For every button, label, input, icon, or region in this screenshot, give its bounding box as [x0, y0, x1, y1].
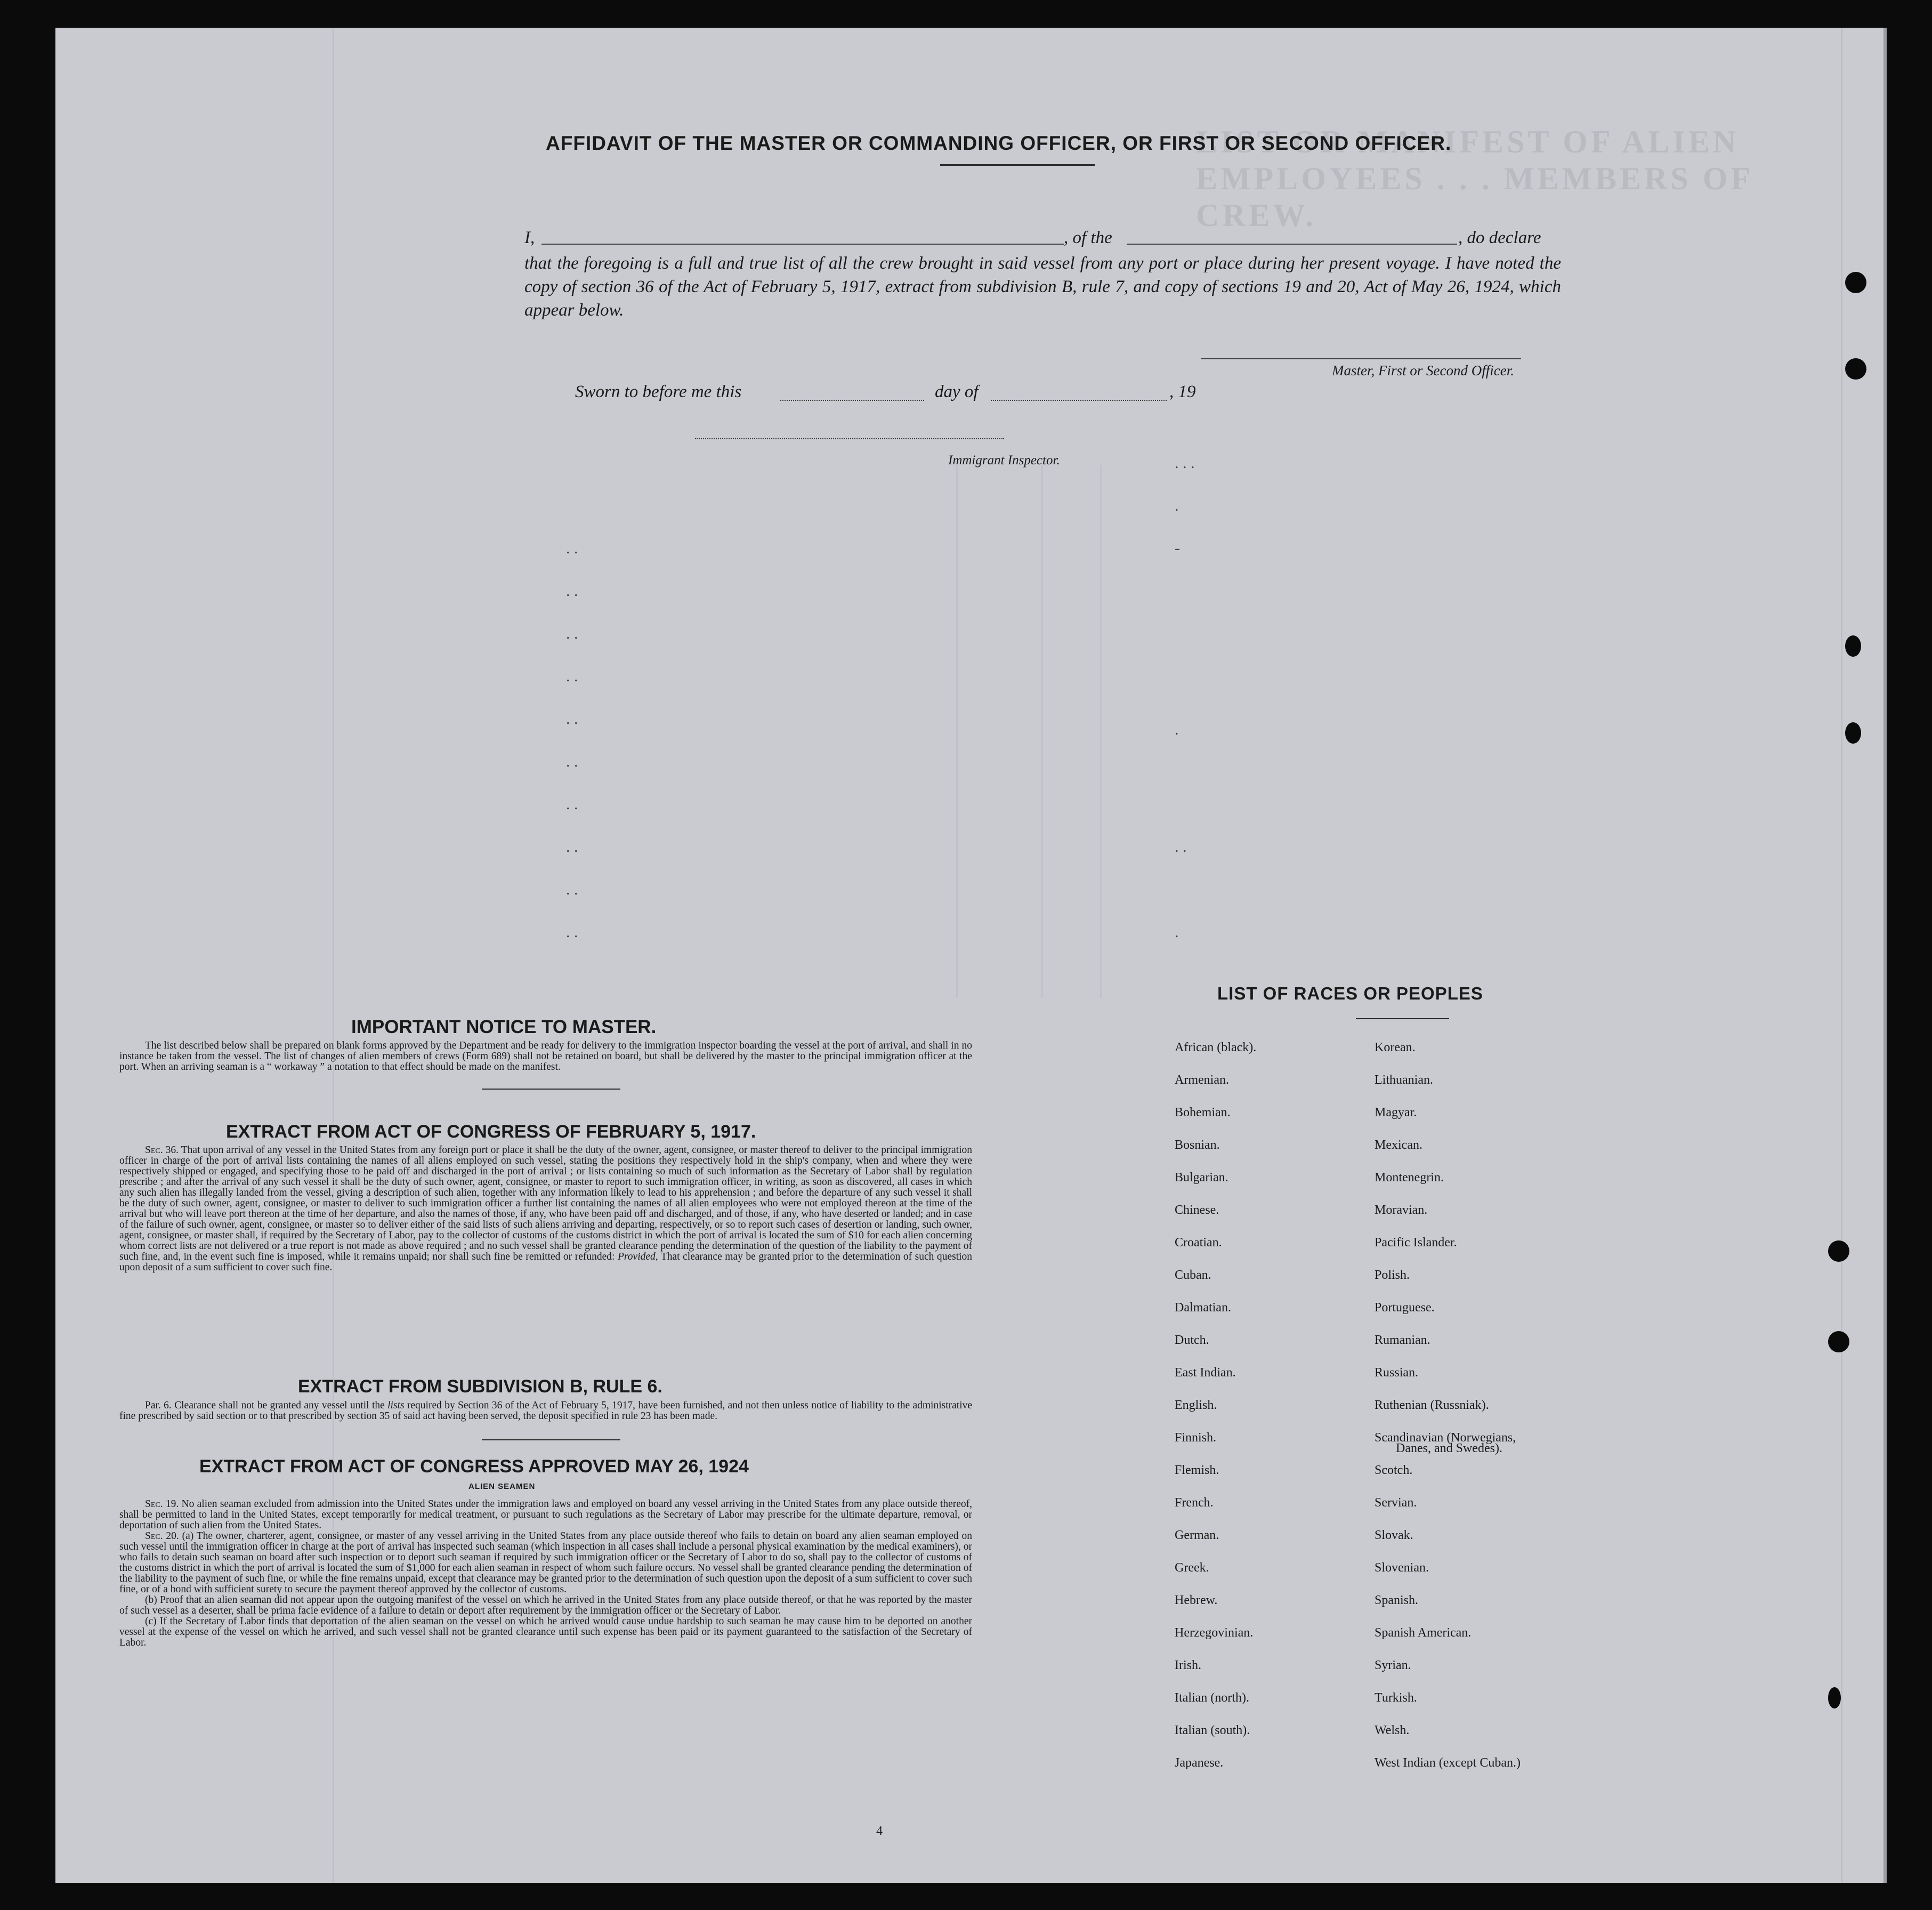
ghost-mark: - — [1175, 539, 1180, 557]
race-item: Slovak. — [1375, 1528, 1413, 1542]
ghost-mark: . . — [566, 795, 578, 813]
race-item: Japanese. — [1175, 1756, 1224, 1770]
ghost-mark: . . — [566, 539, 578, 557]
ghost-column-line — [1041, 465, 1043, 998]
sec-36-text: That upon arrival of any vessel in the United States from any foreign port or place it shall be the duty of the owner, agent, consignee, or master thereof to deliver to the principal immigration officer in charge of the port of arrival lists containing the names of all aliens employed on such vessel, stating the positions they respectively hold in the ship's company, when and where they were respectively shipped or engaged, and specifying those to be paid off and discharged in the port of arrival ; or lists containing so much of such information as the Secretary of Labor shall by regulation prescribe ; and after the arrival of any such vessel it shall be the duty of such owner, agent, consignee, or master to report to such immigration officer, in writing, as soon as discovered, all cases in which any such alien has illegally landed from the vessel, giving a description of such alien, together with any information likely to lead to his apprehension ; and before the departure of any such vessel it shall be the duty of such owner, agent, consignee, or master to deliver to such immigration officer a further list containing the names of all alien employees who were not employed thereon at the time of the arrival but who will leave port thereon at the time of her departure, and also the names of those, if any, who have been paid off and discharged, and of those, if any, who have deserted or landed; and in case of the failure of such owner, agent, consignee, or master so to deliver either of the said lists of such aliens arriving and departing, respectively, or so to report such cases of desertion or landing, such owner, agent, consignee, or master shall, if required by the Secretary of Labor, pay to the collector of customs of the customs district in which the port of arrival is located the sum of $10 for each alien concerning whom correct lists are not delivered or a true report is not made as above required ; and no such vessel shall be granted clearance pending the determination of the question of the liability to the payment of such fine, and, in the event such fine is imposed, while it remains unpaid; nor shall such fine be remitted or refunded: — [119, 1145, 972, 1262]
punch-hole — [1845, 358, 1866, 380]
race-item-scandinavian-cont: Danes, and Swedes). — [1396, 1441, 1502, 1455]
ghost-mark: . . — [566, 923, 578, 941]
affidavit-of-the-label: , of the — [1064, 228, 1112, 247]
race-item: Lithuanian. — [1375, 1073, 1433, 1087]
race-item: Portuguese. — [1375, 1301, 1435, 1315]
race-item: Mexican. — [1375, 1138, 1422, 1152]
punch-hole — [1845, 272, 1866, 293]
race-item: Italian (north). — [1175, 1691, 1249, 1705]
affidavit-title: AFFIDAVIT OF THE MASTER OR COMMANDING OFFICER, OR FIRST OR SECOND OFFICER. — [546, 132, 1452, 154]
race-item: Bosnian. — [1175, 1138, 1220, 1152]
ghost-column-line — [956, 465, 958, 998]
page-number: 4 — [876, 1824, 883, 1838]
race-item: Greek. — [1175, 1561, 1209, 1575]
race-item: Syrian. — [1375, 1658, 1411, 1672]
bleed-through-title: LIST OR MANIFEST OF ALIEN EMPLOYEES . . . MEMBERS OF CREW. — [1196, 124, 1752, 233]
punch-hole — [1828, 1687, 1841, 1708]
ghost-mark: . — [1175, 721, 1179, 738]
sec-20b-paragraph: (b) Proof that an alien seaman did not appear upon the outgoing manifest of the vessel on which he arrived in the United States from any place outside thereof, or that he was reported by the master of such vessel as a deserter, shall be prima facie evidence of a failure to detain or deport after requirement by the immigration officer or the Secretary of Labor. — [119, 1594, 972, 1616]
punch-hole — [1828, 1331, 1849, 1352]
sec-20c-paragraph: (c) If the Secretary of Labor finds that deportation of the alien seaman on the vessel on which he arrived would cause undue hardship to such seaman he may cause him to be deported on another vessel at the expense of the vessel on which he arrived, and such vessel shall not be granted clearance until such expense has been paid or its payment guaranteed to the satisfaction of the Secretary of Labor. — [119, 1616, 972, 1648]
notice-rule — [482, 1089, 620, 1090]
race-item: Hebrew. — [1175, 1593, 1218, 1607]
sworn-prefix: Sworn to before me this — [575, 382, 742, 401]
inspector-label: Immigrant Inspector. — [948, 453, 1060, 468]
sworn-day-label: day of — [935, 382, 979, 401]
ghost-mark: . . . — [1175, 454, 1195, 472]
ghost-mark: . . — [566, 753, 578, 770]
race-item: Magyar. — [1375, 1106, 1417, 1119]
sworn-month-line — [991, 400, 1167, 401]
ghost-mark: . . — [566, 625, 578, 642]
race-item: West Indian (except Cuban.) — [1375, 1756, 1521, 1770]
race-item: Spanish. — [1375, 1593, 1419, 1607]
race-item: Bulgarian. — [1175, 1171, 1228, 1184]
race-item: Pacific Islander. — [1375, 1236, 1457, 1250]
punch-hole — [1845, 635, 1861, 657]
race-item: Bohemian. — [1175, 1106, 1231, 1119]
race-item: German. — [1175, 1528, 1219, 1542]
race-item: Rumanian. — [1375, 1333, 1430, 1347]
rule6-text-a: Clearance shall not be granted any vessel until the — [174, 1400, 385, 1411]
form-sheet — [55, 28, 1887, 1883]
race-item: Dutch. — [1175, 1333, 1209, 1347]
affidavit-body: that the foregoing is a full and true list of all the crew brought in said vessel from any port or place during her present voyage. I have noted the copy of section 36 of the Act of February 5, 1917, extract from subdivision B, rule 7, and copy of sections 19 and 20, Act of May 26, 1924, which appear below. — [524, 254, 1561, 320]
ghost-mark: . . — [566, 881, 578, 898]
race-item: Herzegovinian. — [1175, 1626, 1254, 1640]
notice-paragraph: The list described below shall be prepared on blank forms approved by the Department and be ready for delivery to the immigration inspector boarding the vessel at the port of arrival, and shall in no instance be taken from the vessel. The list of changes of alien members of crews (Form 689) shall not be retained on board, but shall be delivered by the master to the principal immigration officer at the port. When an arriving seaman is a “ workaway ” a notation to that effect should be made on the manifest. — [119, 1040, 972, 1073]
affidavit-name-line — [541, 244, 1064, 245]
sec-19-label: Sec. 19. — [145, 1498, 179, 1510]
affidavit-declare-label: , do declare — [1458, 228, 1541, 247]
race-item: Flemish. — [1175, 1463, 1219, 1477]
affidavit-rule — [940, 164, 1095, 166]
rule6-paragraph — [119, 1400, 972, 1422]
margin-line — [1841, 28, 1842, 1883]
sec-19-paragraph — [119, 1499, 972, 1531]
signature-label: Master, First or Second Officer. — [1332, 362, 1514, 378]
sec-20-label: Sec. 20. — [145, 1530, 179, 1542]
race-item: French. — [1175, 1496, 1214, 1510]
race-item: Polish. — [1375, 1268, 1410, 1282]
sworn-year-label: , 19 — [1169, 382, 1196, 401]
race-item: Ruthenian (Russniak). — [1375, 1398, 1489, 1412]
race-item: Dalmatian. — [1175, 1301, 1231, 1315]
punch-hole — [1845, 722, 1861, 744]
race-item: Scandinavian (Norwegians, — [1375, 1431, 1516, 1445]
sec-20a-paragraph — [119, 1531, 972, 1595]
par-6-label: Par. 6. — [145, 1400, 172, 1411]
proviso-label: Provided, — [618, 1251, 658, 1262]
race-item: Spanish American. — [1375, 1626, 1472, 1640]
notice-body — [119, 1041, 972, 1073]
race-item: Croatian. — [1175, 1236, 1222, 1250]
ghost-mark: . . — [566, 838, 578, 856]
race-item: Montenegrin. — [1375, 1171, 1444, 1184]
ghost-mark: . . — [566, 582, 578, 600]
ghost-mark: . . — [566, 667, 578, 685]
race-item: Russian. — [1375, 1366, 1419, 1380]
sec-36-label: Sec. 36. — [145, 1145, 179, 1156]
alien-seamen-subtitle: ALIEN SEAMEN — [468, 1482, 536, 1491]
races-rule — [1356, 1018, 1449, 1019]
race-item: Slovenian. — [1375, 1561, 1429, 1575]
race-item: Moravian. — [1375, 1203, 1428, 1217]
extract-1917-body — [119, 1145, 972, 1273]
affidavit-i-label: I, — [524, 228, 535, 247]
extract-1924-body — [119, 1499, 972, 1648]
ghost-mark: . . — [1175, 838, 1187, 856]
race-item: Scotch. — [1375, 1463, 1413, 1477]
signature-line — [1201, 358, 1521, 359]
proviso-text: That clearance may be granted prior to the determination of such question upon deposit of a sum sufficient to cover such fine. — [119, 1251, 972, 1273]
punch-hole — [1828, 1240, 1849, 1262]
ghost-column-line — [1100, 465, 1102, 998]
rule6-title: EXTRACT FROM SUBDIVISION B, RULE 6. — [298, 1376, 662, 1397]
extract-1917-paragraph — [119, 1145, 972, 1273]
race-item: Finnish. — [1175, 1431, 1217, 1445]
race-item: English. — [1175, 1398, 1217, 1412]
inspector-signature-line — [695, 438, 1004, 439]
ghost-mark: . — [1175, 497, 1179, 514]
sec-19-text: No alien seaman excluded from admission into the United States under the immigration laws and employed on board any vessel arriving in the United States from any place outside thereof, shall be permitted to land in the United States, except temporarily for medical treatment, or pursuant to such regulations as the Secretary of Labor may prescribe for the ultimate departure, removal, or deportation of such alien from the United States. — [119, 1498, 972, 1531]
sec-20a-text: (a) The owner, charterer, agent, consignee, or master of any vessel arriving in the United States from any place outside thereof who fails to detain on board any alien seaman employed on such vessel until the immigration officer in charge at the port of arrival has inspected such seaman (which inspection in all cases shall include a personal physical examination by the medical examiners), or who fails to detain such seaman on board after such inspection or to deport such seaman if required by such immigration officer or the Secretary of Labor to do so, shall pay to the collector of customs of the customs district in which the port of arrival is located the sum of $1,000 for each alien seaman in respect of whom such failure occurs. No vessel shall be granted clearance pending the determination of the liability to the payment of such fine, or while the fine remains unpaid, except that clearance may be granted prior to the determination of such question upon the deposit of a sum sufficient to cover such fine, or of a bond with sufficient surety to secure the payment thereof approved by the collector of customs. — [119, 1530, 972, 1595]
race-item: Welsh. — [1375, 1723, 1410, 1737]
race-item: Armenian. — [1175, 1073, 1229, 1087]
race-item: Korean. — [1375, 1041, 1416, 1054]
ghost-mark: . — [1175, 923, 1179, 941]
rule6-lists-word: lists — [387, 1400, 405, 1411]
race-item: Chinese. — [1175, 1203, 1219, 1217]
race-item: Turkish. — [1375, 1691, 1417, 1705]
extract-1924-title: EXTRACT FROM ACT OF CONGRESS APPROVED MAY 26, 1924 — [199, 1456, 749, 1477]
race-item: East Indian. — [1175, 1366, 1236, 1380]
race-item: Italian (south). — [1175, 1723, 1250, 1737]
race-item: Cuban. — [1175, 1268, 1211, 1282]
rule6-text-b: required by Section 36 of the Act of February 5, 1917, have been furnished, and not then unless notice of liability to the administrative fine prescribed by said section or to that prescribed by section 35 of said act having been served, the deposit specified in rule 23 has been made. — [119, 1400, 973, 1422]
sworn-day-line — [780, 400, 924, 401]
rule6-rule — [482, 1439, 620, 1440]
rule6-body — [119, 1400, 972, 1422]
extract-1917-title: EXTRACT FROM ACT OF CONGRESS OF FEBRUARY 5, 1917. — [226, 1122, 756, 1142]
affidavit-vessel-line — [1127, 244, 1457, 245]
race-item: Servian. — [1375, 1496, 1417, 1510]
races-title: LIST OF RACES OR PEOPLES — [1217, 984, 1483, 1003]
notice-title: IMPORTANT NOTICE TO MASTER. — [351, 1017, 657, 1037]
ghost-mark: . . — [566, 710, 578, 728]
race-item: Irish. — [1175, 1658, 1201, 1672]
race-item: African (black). — [1175, 1041, 1257, 1054]
